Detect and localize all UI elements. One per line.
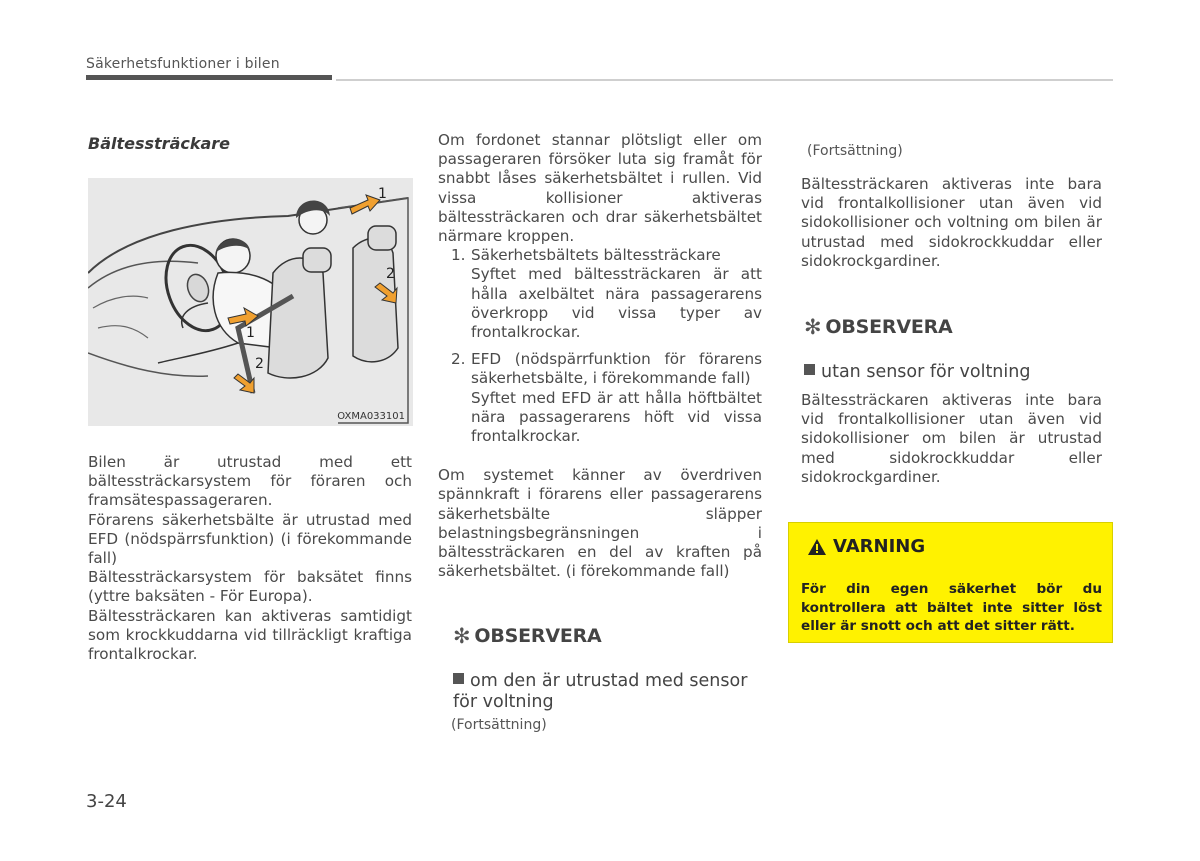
note-bullet [804,362,1104,383]
note-bullet [453,671,753,713]
note-bullet-text: om den är utrustad med sensor för voltning [453,671,748,712]
page-number: 3-24 [86,791,127,812]
paragraph: Bältessträckarsystem för baksätet finns (yttre baksäten - För Europa). [88,568,412,606]
pretensioner-list [438,246,762,446]
header-title: Säkerhetsfunktioner i bilen [86,56,280,72]
header-rule-light [336,79,1113,81]
note-paragraph: Bältessträckaren aktiveras inte bara vid frontalkollisioner utan även vid sidokollisioner om bilen är utrustad med sidokrockkuddar eller sidokrockgardiner. [801,391,1102,486]
warning-triangle-icon [807,538,827,556]
asterisk-icon: ✻ [804,315,822,339]
warning-title-text: VARNING [833,536,926,557]
warning-text: För din egen säkerhet bör du kontrollera att bältet inte sitter löst eller är snott och att det sitter rätt. [801,581,1102,634]
list-number: 2. [451,350,466,369]
note-paragraph: Bältessträckaren aktiveras inte bara vid frontalkollisioner utan även vid sidokollisioner och voltning om bilen är utrustad med sidokrockkuddar eller sidokrockgardiner. [801,175,1102,270]
load-limiter-paragraph: Om systemet känner av överdriven spännkraft i förarens eller passagerarens säkerhetsbälte släpper belastningsbegränsningen i bältessträckaren en del av kraften på säkerhetsbältet. (i förekommande fall) [438,466,762,581]
callout-1-belt: 1 [246,325,255,341]
header-rule-dark [86,75,332,80]
continued-label: (Fortsättning) [807,143,903,159]
figure-code: OXMA033101 [337,411,405,422]
callout-2-right: 2 [386,266,395,282]
list-item-title: EFD (nödspärrfunktion för förarens säkerhetsbälte, i förekommande fall) [471,350,762,388]
list-number: 1. [451,246,466,265]
intro-paragraph: Om fordonet stannar plötsligt eller om passageraren försöker luta sig framåt för snabbt låses säkerhetsbältet i rullen. Vid vissa kollisioner aktiveras bältessträckaren och drar säkerhetsbältet närmare kroppen. [438,131,762,246]
warning-box [788,522,1113,643]
observera-heading [453,624,602,648]
seatbelt-pretensioner-illustration [88,178,413,426]
asterisk-icon: ✻ [453,624,471,648]
observera-label: OBSERVERA [825,316,953,338]
observera-heading [804,315,953,339]
list-item [438,246,762,342]
continued-label: (Fortsättning) [451,717,547,733]
paragraph: Bilen är utrustad med ett bältessträckarsystem för föraren och framsätespassageraren. [88,453,412,510]
list-item [438,350,762,446]
callout-1-top: 1 [378,186,387,202]
list-item-title: Säkerhetsbältets bältessträckare [471,246,721,265]
paragraph: Bältessträckaren kan aktiveras samtidigt som krockkuddarna vid tillräckligt kraftiga frontalkrockar. [88,606,412,664]
intro-text [88,453,412,664]
note-bullet-text: utan sensor för voltning [821,362,1031,382]
square-bullet-icon [453,673,464,684]
list-item-text: Syftet med EFD är att hålla höftbältet nära passagerarens höft vid vissa frontalkrockar. [471,388,762,446]
car-interior-drawing [88,178,413,426]
observera-label: OBSERVERA [474,625,602,647]
warning-title [807,536,925,557]
list-item-text: Syftet med bältessträckaren är att hålla axelbältet nära passagerarens överkropp vid vissa typer av frontalkrockar. [471,265,762,342]
column-2-text [438,131,762,581]
section-title: Bältessträckare [88,134,231,153]
callout-2-hip: 2 [255,356,264,372]
paragraph: Förarens säkerhetsbälte är utrustad med EFD (nödspärrsfunktion) (i förekommande fall) [88,510,412,568]
square-bullet-icon [804,364,815,375]
